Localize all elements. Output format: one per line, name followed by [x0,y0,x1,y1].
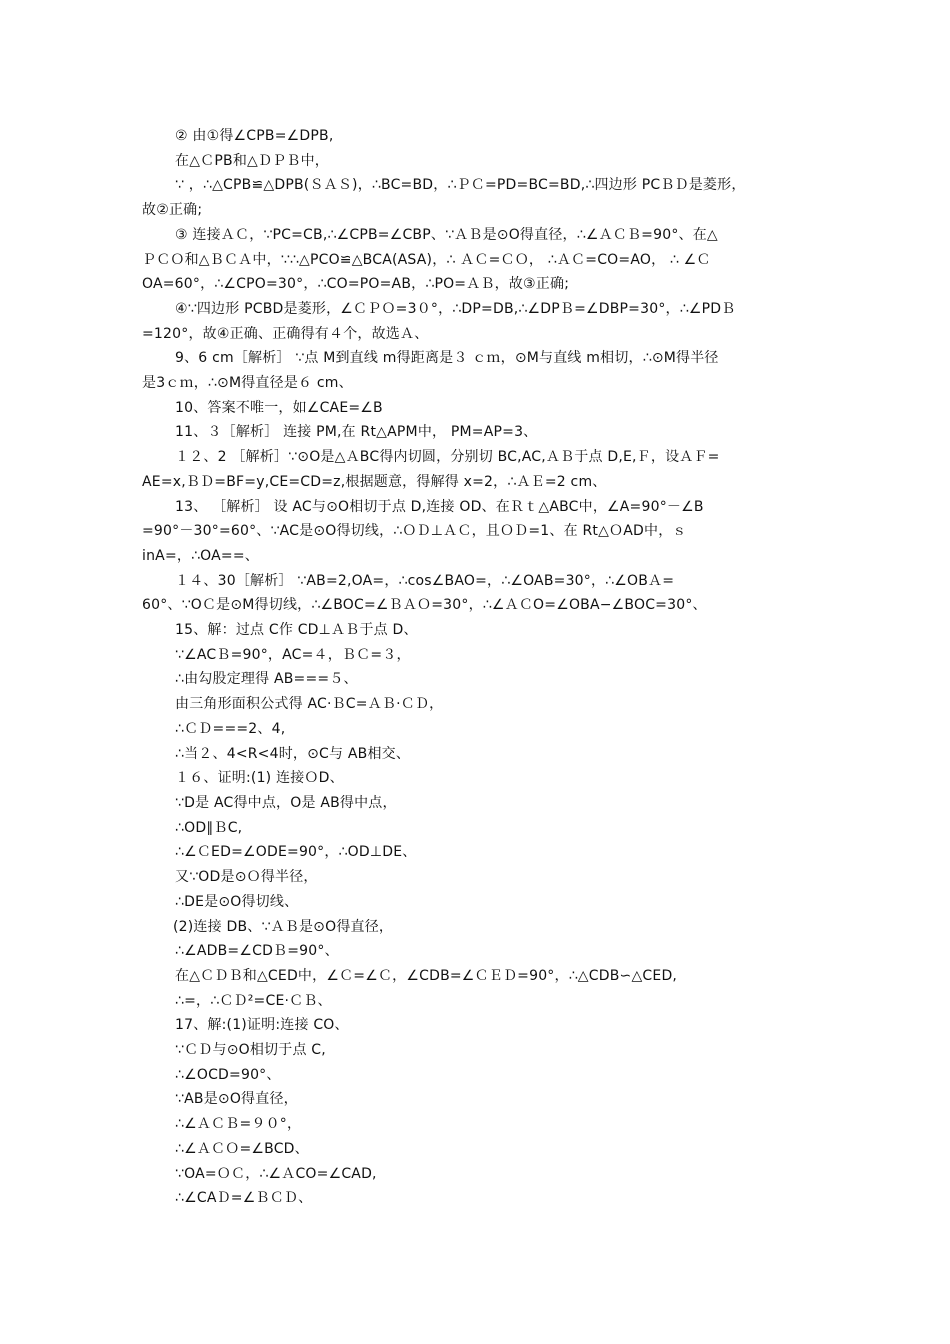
text-line: ∴∠ＡＣＢ=９０°， [175,1116,302,1133]
text-line: =120°，故④正确、正确得有４个，故选Ａ、 [142,325,429,342]
text-line: ∴由勾股定理得 AB===５、 [175,671,358,688]
solution-text [142,124,814,1211]
text-line: ＰＣＯ和△ＢＣＡ中，∵∴△PCO≌△BCA(ASA)，∴ ＡＣ=ＣＯ， ∴ＡＣ=CO=AO， ∴ ∠Ｃ [142,251,711,268]
text-line: OA=60°，∴∠CPO=30°，∴CO=PO=AB，∴PO=ＡＢ，故③正确; [142,276,570,293]
text-line: ∴ＣＤ===2、4, [175,720,286,737]
text-line: ∵ＣＤ与⊙O相切于点 C, [175,1042,326,1059]
text-line: ∵OA=ＯＣ，∴∠ＡCO=∠CAD, [175,1165,377,1182]
text-line: 又∵OD是⊙Ｏ得半径， [175,869,318,886]
text-line: (2)连接 DB、∵ＡＢ是⊙O得直径， [173,918,394,935]
text-line: ∴当２、4<R<4时，⊙C与 AB相交、 [175,745,411,762]
text-line: ∴OD∥ＢC, [175,819,243,836]
text-line: ∵ ，∴△CPB≌△DPB(ＳＡＳ)，∴BC=BD，∴ＰＣ=PD=BC=BD,∴四边形 PCＢＤ是菱形， [175,177,746,194]
text-line: inA=，∴OA==、 [142,547,259,564]
text-line: １２、2 ［解析］∵⊙O是△ＡBC得内切圆，分别切 BC,AC,ＡＢ于点 D,E,Ｆ，设ＡＦ= [175,449,720,466]
text-line: ∴∠ＣED=∠ODE=90°，∴OD⊥DE、 [175,844,417,861]
text-line: ∴∠CAＤ=∠ＢＣＤ、 [175,1190,313,1207]
text-line: １６、证明:(1) 连接ＯD、 [175,770,344,787]
text-line: ② 由①得∠CPB=∠DPB, [175,128,334,144]
text-line: ∵∠ACＢ=90°，AC=４，ＢＣ=３， [175,646,411,663]
text-line: ∴=，∴ＣＤ²=CE·ＣＢ、 [175,992,332,1009]
text-line: ∵D是 AC得中点，O是 AB得中点， [175,794,397,811]
text-line: 在△ＣPB和△ＤＰＢ中， [175,152,329,169]
text-line: 15、解：过点 C作 CD⊥ＡＢ于点 D、 [175,622,418,639]
text-line: =90°－30°=60°、∵AC是⊙O得切线，∴ＯＤ⊥ＡＣ，且ＯＤ=1、在 Rt△ＯAD中，ｓ [142,523,687,540]
text-line: 13、 ［解析］ 设 AC与⊙O相切于点 D,连接 OD、在Ｒｔ△ABC中，∠A=90°－∠B [175,498,704,515]
text-line: ∵AB是⊙O得直径， [175,1091,298,1108]
text-line: ∴∠ADB=∠CDＢ=90°、 [175,943,339,960]
text-line: １４、30［解析］ ∵AB=2,OA=，∴cos∠BAO=，∴∠OAB=30°，∴∠OBＡ= [175,572,675,589]
text-line: ∴∠OCD=90°、 [175,1066,281,1083]
text-line: 在△ＣＤＢ和△CED中，∠Ｃ=∠Ｃ，∠CDB=∠ＣＥＤ=90°，∴△CDB∽△CED, [175,967,678,984]
text-line: 由三角形面积公式得 AC·ＢC=ＡＢ·ＣＤ， [175,696,444,713]
text-line: 17、解:(1)证明:连接 CO、 [175,1017,349,1034]
text-line: ④∵四边形 PCBD是菱形，∠ＣＰＯ=3０°，∴DP=DB,∴∠DPＢ=∠DBP=30°，∴∠PDＢ [175,300,736,317]
text-line: ∴∠ＡＣＯ=∠BCD、 [175,1140,309,1157]
text-line: ③ 连接ＡＣ，∵PC=CB,∴∠CPB=∠CBP、∵ＡＢ是⊙O得直径，∴∠ＡＣＢ=90°、在△ [175,226,718,243]
text-line: 9、6 cm［解析］ ∵点 M到直线 m得距离是３ ｃｍ，⊙M与直线 m相切，∴⊙M得半径 [175,350,719,367]
text-line: 故②正确; [142,202,203,219]
text-line: ∴DE是⊙O得切线、 [175,893,299,910]
text-line: 10、答案不唯一，如∠CAE=∠B [175,399,383,416]
text-line: 是3ｃｍ，∴⊙M得直径是６ cm、 [142,375,353,392]
text-line: AE=x,ＢＤ=BF=y,CE=CD=z,根据题意，得解得 x=2，∴ＡＥ=2 cm、 [142,473,607,490]
text-line: 60°、∵OＣ是⊙M得切线，∴∠BOC=∠ＢＡＯ=30°，∴∠ＡＣO=∠OBA−∠BOC=30°、 [142,597,707,614]
text-line: 11、３［解析］ 连接 PM,在 Rt△APM中， PM=AP=3、 [175,424,538,441]
